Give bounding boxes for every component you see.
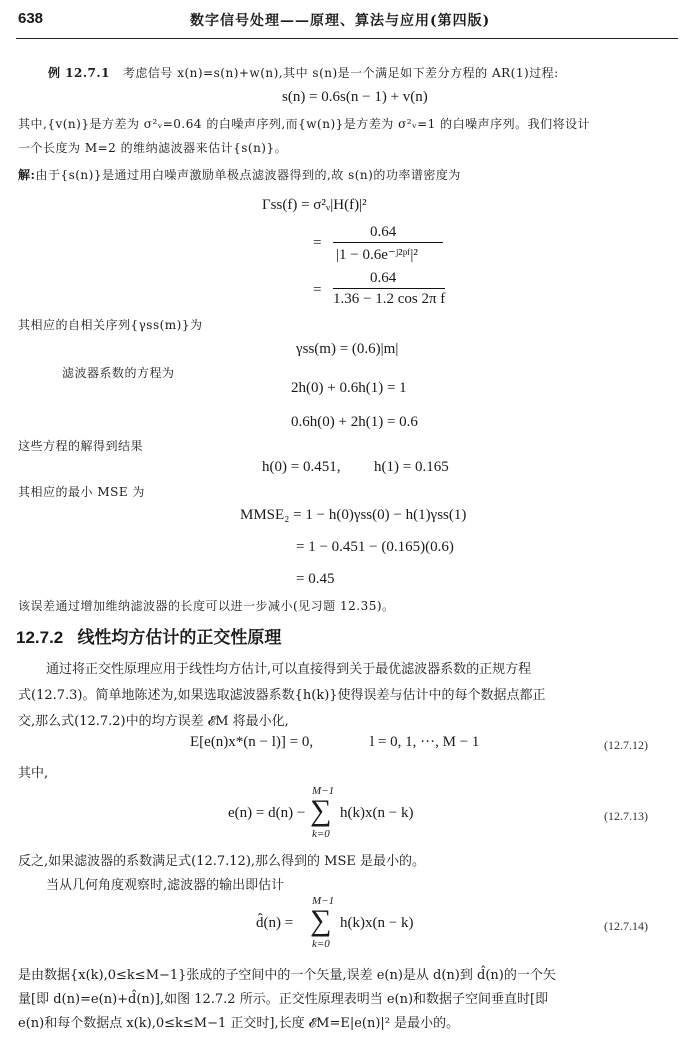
equation-12-7-12: E[e(n)x*(n − l)] = 0, [190,734,314,750]
filter-equation-1: 2h(0) + 0.6h(1) = 1 [291,380,407,396]
sum-upper-limit-13: M−1 [312,785,335,797]
psd-lhs: Γss(f) = σ²ᵥ|H(f)|² [262,197,367,213]
summation-sign-14: ∑ [310,904,332,937]
autocorr-equation: γss(m) = (0.6)|m| [296,341,399,357]
equation-12-7-12-range: l = 0, 1, ···, M − 1 [370,734,480,750]
example-where-line2: 一个长度为 M=2 的维纳滤波器来估计{s(n)}。 [18,141,288,155]
equation-12-7-14-rhs: h(k)x(n − k) [340,915,414,931]
equation-12-7-13-lhs: e(n) = d(n) − [228,805,306,821]
filter-equation-2: 0.6h(0) + 2h(1) = 0.6 [291,414,418,430]
example-label: 例 12.7.1 [48,66,110,80]
sum-lower-limit-14: k=0 [312,938,330,950]
para3: 当从几何角度观察时,滤波器的输出即估计 [46,878,285,893]
filter-eq-intro: 滤波器系数的方程为 [62,366,175,380]
sum-upper-limit-14: M−1 [312,895,335,907]
psd-denominator-2: 1.36 − 1.2 cos 2π f [333,291,446,307]
psd-fraction-bar-2 [333,288,445,289]
example-where-line1: 其中,{v(n)}是方差为 σ²ᵥ=0.64 的白噪声序列,而{w(n)}是方差为 σ²ᵥ=1 的白噪声序列。我们将设计 [18,117,591,131]
psd-numerator-1: 0.64 [370,224,397,240]
result-h1: h(1) = 0.165 [374,459,449,475]
psd-fraction-bar-1 [333,242,443,243]
para4-line3: e(n)和每个数据点 x(k),0≤k≤M−1 正交时],长度 𝓔M=E|e(n)|² 是最小的。 [18,1016,460,1031]
mmse-equation-2: = 1 − 0.451 − (0.165)(0.6) [296,539,454,555]
result-h0: h(0) = 0.451, [262,459,341,475]
mmse-equation-1: MMSE₂ = 1 − h(0)γss(0) − h(1)γss(1) [240,507,467,523]
ar-equation: s(n) = 0.6s(n − 1) + v(n) [282,89,428,105]
para4-line2: 量[即 d(n)=e(n)+d̂(n)],如图 12.7.2 所示。正交性原理表明当 e(n)和数据子空间垂直时[即 [18,992,549,1007]
para1-line3: 交,那么式(12.7.2)中的均方误差 𝓔M 将最小化, [18,714,289,729]
result-intro: 这些方程的解得到结果 [18,439,144,453]
running-title: 数字信号处理——原理、算法与应用(第四版) [190,13,491,29]
solution-closing: 该误差通过增加维纳滤波器的长度可以进一步减小(见习题 12.35)。 [18,599,395,613]
solution-label: 解: [18,168,36,182]
para1-line1: 通过将正交性原理应用于线性均方估计,可以直接得到关于最优滤波器系数的正规方程 [46,662,532,677]
mmse-intro: 其相应的最小 MSE 为 [18,485,145,499]
example-text: 考虑信号 x(n)=s(n)+w(n),其中 s(n)是一个满足如下差分方程的 AR(1)过程: [122,66,559,80]
solution-intro-text: 由于{s(n)}是通过用白噪声激励单极点滤波器得到的,故 s(n)的功率谱密度为 [35,168,461,182]
section-number: 12.7.2 [16,628,64,647]
page-number: 638 [18,10,44,27]
equation-12-7-13-rhs: h(k)x(n − k) [340,805,414,821]
equation-number-12-7-13: (12.7.13) [604,809,648,823]
mmse-equation-3: = 0.45 [296,571,335,587]
para2: 反之,如果滤波器的系数满足式(12.7.12),那么得到的 MSE 是最小的。 [18,854,425,869]
para1-line2: 式(12.7.3)。简单地陈述为,如果选取滤波器系数{h(k)}使得误差与估计中的每个数据点都正 [18,688,546,703]
section-heading [16,623,281,648]
section-title: 线性均方估计的正交性原理 [77,628,282,647]
psd-numerator-2: 0.64 [370,270,397,286]
psd-eq-sign-1: = [313,235,322,251]
para4-line1: 是由数据{x(k),0≤k≤M−1}张成的子空间中的一个矢量,误差 e(n)是从 d(n)到 d̂(n)的一个矢 [18,968,556,983]
summation-sign-13: ∑ [310,794,332,827]
header-rule [16,38,678,39]
example-statement [48,64,559,81]
solution-intro [18,166,461,183]
psd-eq-sign-2: = [313,282,322,298]
autocorr-intro: 其相应的自相关序列{γss(m)}为 [18,318,203,332]
equation-number-12-7-12: (12.7.12) [604,738,648,752]
equation-12-7-14-lhs: d̂(n) = [256,915,294,931]
psd-denominator-1: |1 − 0.6e⁻ʲ²ᵖᶠ|² [336,247,418,263]
sum-lower-limit-13: k=0 [312,828,330,840]
where-label: 其中, [18,766,49,781]
equation-number-12-7-14: (12.7.14) [604,919,648,933]
